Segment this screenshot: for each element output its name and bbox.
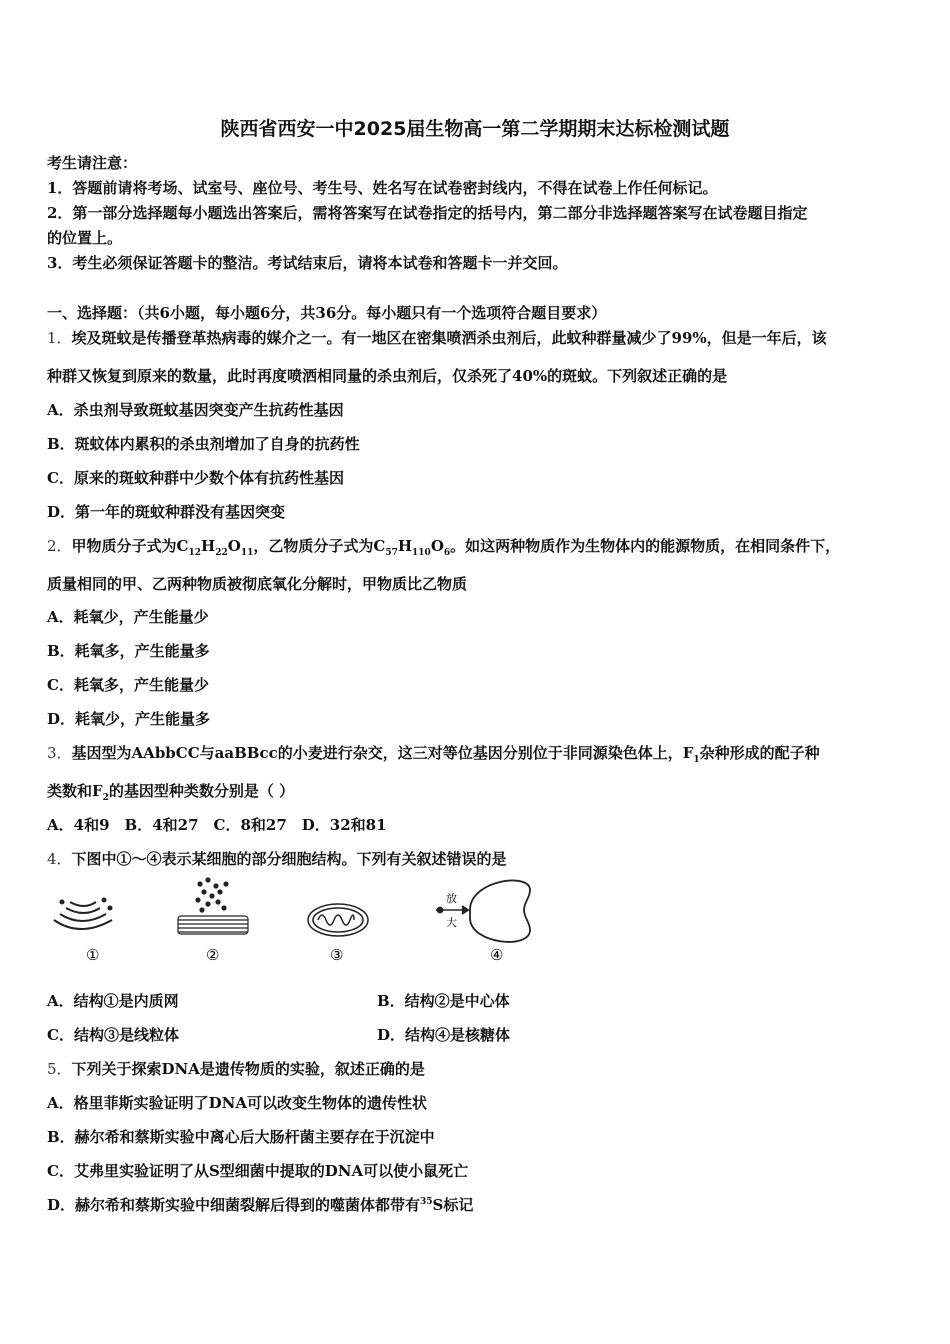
figure-text-da: 大 — [446, 916, 457, 929]
option: B．赫尔希和蔡斯实验中离心后大肠杆菌主要存在于沉淀中 — [47, 1128, 435, 1146]
formula-text: O — [430, 537, 444, 555]
question-4-line-1 — [47, 848, 507, 869]
subscript: 2 — [102, 793, 109, 803]
centrosome-drawing — [178, 878, 248, 934]
question-2-line-2: 质量相同的甲、乙两种物质被彻底氧化分解时，甲物质比乙物质 — [47, 575, 468, 593]
subscript: 57 — [385, 548, 398, 558]
option: A．耗氧少，产生能量少 — [47, 608, 209, 626]
option: C．艾弗里实验证明了从S型细菌中提取的DNA可以使小鼠死亡 — [47, 1162, 469, 1180]
notice-item: 2．第一部分选择题每小题选出答案后，需将答案写在试卷指定的括号内，第二部分非选择题答案写在试卷题目指定 — [47, 204, 808, 222]
question-text: 类数和F — [47, 782, 103, 800]
question-3-line-2 — [47, 780, 294, 803]
option: D．第一年的斑蚊种群没有基因突变 — [47, 503, 286, 521]
question-text: 埃及斑蚊是传播登革热病毒的媒介之一。有一地区在密集喷洒杀虫剂后，此蚊种群量减少了99%，但是一年后，该 — [71, 329, 827, 347]
formula-text: 。如这两种物质作为生物体内的能源物质，在相同条件下， — [450, 537, 841, 555]
question-text: 的基因型种类数分别是（ ） — [108, 782, 295, 800]
formula-text: H — [397, 537, 413, 555]
option: B．结构②是中心体 — [377, 992, 510, 1010]
option-text: S标记 — [432, 1196, 474, 1214]
option: C．耗氧多，产生能量少 — [47, 676, 209, 694]
option — [47, 1194, 473, 1215]
figure-label-4: ④ — [490, 946, 504, 964]
option: B．斑蚊体内累积的杀虫剂增加了自身的抗药性 — [47, 435, 360, 453]
notice-heading: 考生请注意： — [47, 154, 138, 172]
subscript: 22 — [215, 548, 228, 558]
question-text: 下列关于探索DNA是遗传物质的实验，叙述正确的是 — [71, 1060, 425, 1078]
question-1-line-2: 种群又恢复到原来的数量，此时再度喷洒相同量的杀虫剂后，仅杀死了40%的斑蚊。下列叙述正确的是 — [47, 367, 728, 385]
question-number: 5． — [47, 1060, 72, 1078]
superscript: 35 — [420, 1197, 433, 1207]
option: D．结构④是核糖体 — [377, 1026, 511, 1044]
notice-item: 1．答题前请将考场、试室号、座位号、考生号、姓名写在试卷密封线内，不得在试卷上作任何标记。 — [47, 179, 718, 197]
option-text: D．赫尔希和蔡斯实验中细菌裂解后得到的噬菌体都带有 — [47, 1196, 421, 1214]
section-heading: 一、选择题：（共6小题，每小题6分，共36分。每小题只有一个选项符合题目要求） — [47, 304, 607, 322]
figure-label-2: ② — [206, 946, 220, 964]
question-text: 下图中①～④表示某细胞的部分细胞结构。下列有关叙述错误的是 — [71, 850, 507, 868]
option: A．杀虫剂导致斑蚊基因突变产生抗药性基因 — [47, 401, 344, 419]
enlarged-structure-drawing — [436, 880, 530, 941]
figure-text-fang: 放 — [446, 892, 457, 905]
question-number: 4． — [47, 850, 72, 868]
option: D．耗氧少，产生能量多 — [47, 710, 211, 728]
page-title: 陕西省西安一中2025届生物高一第二学期期末达标检测试题 — [220, 118, 730, 140]
question-number: 2． — [47, 537, 72, 555]
subscript: 110 — [412, 548, 431, 558]
formula-text: H — [201, 537, 216, 555]
question-text: 基因型为AAbbCC与aaBBcc的小麦进行杂交，这三对等位基因分别位于非同源染色体上，F — [71, 744, 694, 762]
question-3-line-1 — [47, 742, 820, 765]
option: C．原来的斑蚊种群中少数个体有抗药性基因 — [47, 469, 344, 487]
question-text: 杂种形成的配子种 — [699, 744, 820, 762]
formula-text: 甲物质分子式为C — [71, 537, 189, 555]
question-1-line-1 — [47, 327, 827, 348]
formula-text: O — [227, 537, 241, 555]
option: B．耗氧多，产生能量多 — [47, 642, 210, 660]
figure-label-1: ① — [86, 946, 100, 964]
subscript: 6 — [443, 548, 451, 558]
question-2-line-1 — [47, 535, 840, 558]
option: A．格里菲斯实验证明了DNA可以改变生物体的遗传性状 — [47, 1094, 427, 1112]
subscript: 11 — [240, 548, 254, 558]
notice-item: 的位置上。 — [47, 229, 123, 247]
figure-label-3: ③ — [330, 946, 344, 964]
endoplasmic-reticulum-drawing — [54, 899, 112, 930]
options-row: A．4和9 B．4和27 C．8和27 D．32和81 — [47, 816, 387, 834]
notice-item: 3．考生必须保证答题卡的整洁。考试结束后，请将本试卷和答题卡一并交回。 — [47, 254, 568, 272]
subscript: 1 — [693, 755, 700, 765]
question-5-line-1 — [47, 1058, 425, 1079]
option: A．结构①是内质网 — [47, 992, 179, 1010]
formula-text: ，乙物质分子式为C — [253, 537, 386, 555]
option: C．结构③是线粒体 — [47, 1026, 179, 1044]
cell-structures-figure — [40, 872, 600, 972]
mitochondrion-drawing — [308, 904, 368, 936]
subscript: 12 — [188, 548, 202, 558]
question-number: 1． — [47, 329, 72, 347]
question-number: 3． — [47, 744, 72, 762]
